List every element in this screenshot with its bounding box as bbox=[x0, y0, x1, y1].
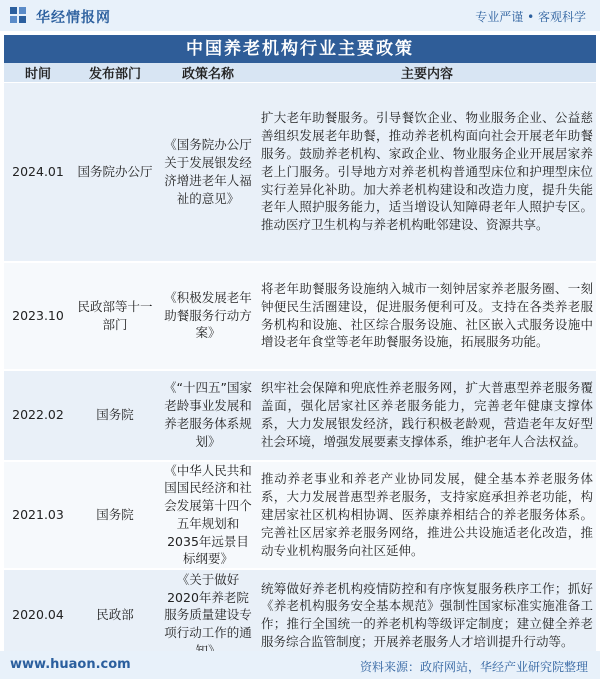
cell-time: 2021.03 bbox=[4, 461, 72, 570]
cell-content: 织牢社会保障和兜底性养老服务网，扩大普惠型养老服务覆盖面，强化居家社区养老服务能力，完善老年健康支撑体系，大力发展银发经济，践行积极老龄观，营造老年友好型社会环境，增强发展要素支撑体系，维护老年人合法权益。 bbox=[258, 370, 596, 461]
cell-policy: 《关于做好2020年养老院服务质量建设专项行动工作的通 bbox=[158, 569, 258, 661]
table-row bbox=[4, 370, 596, 461]
cell-policy: 《积极发展老年助餐服务行动方案》 bbox=[158, 262, 258, 370]
cell-content: 扩大老年助餐服务。引导餐饮企业、物业服务企业、公益慈善组织发展老年助餐，推动养老机构面向社会开展老年助餐服务。鼓励养老机构、家政企业、物业服务企业开展居家养老上门服务。引导地方对养老机构普通型床位和护理型床位实行差异化补助。加大养老机构建设和改造力度，提升失能老年人照护服务能力，适当增设认知障碍老年人照护专区。推动医疗卫生机构与养老机构毗邻建设、资源共享。 bbox=[258, 83, 596, 262]
cell-time: 2024.01 bbox=[4, 83, 72, 262]
footer-bar bbox=[0, 651, 600, 679]
table-row bbox=[4, 461, 596, 570]
cell-content: 推动养老事业和养老产业协同发展，健全基本养老服务体系，大力发展普惠型养老服务，支持家庭承担养老功能，构建居家社区机构相协调、医养康养相结合的养老服务体系。完善社区居家养老服务网络，推进公共设施适老化改造，推动专业机构服务向社区延伸。 bbox=[258, 461, 596, 570]
cell-dept: 民政部等十一部门 bbox=[72, 262, 158, 370]
cell-content: 统筹做好养老机构疫情防控和有序恢复服务秩序工作；抓好《养老机构服务安全基本规范》强制性国家标准实施准备工作；推行全国统一的养老机构等级评定制度；建立健全养老服务综合监管制度；开展养老服务人才培训提升行动等。 bbox=[258, 569, 596, 661]
cell-dept: 国务院 bbox=[72, 370, 158, 461]
table-header-row bbox=[4, 63, 596, 83]
col-header-time: 时间 bbox=[4, 63, 72, 83]
cell-time: 2020.04 bbox=[4, 569, 72, 661]
table-row bbox=[4, 569, 596, 661]
col-header-policy: 政策名称 bbox=[158, 63, 258, 83]
site-url: www.huaon.com bbox=[10, 657, 131, 672]
brand-name: 华经情报网 bbox=[36, 10, 111, 26]
cell-policy: 《“十四五”国家老龄事业发展和养老服务体系规划》 bbox=[158, 370, 258, 461]
policy-table bbox=[4, 63, 596, 662]
cell-dept: 民政部 bbox=[72, 569, 158, 661]
col-header-dept: 发布部门 bbox=[72, 63, 158, 83]
cell-time: 2022.02 bbox=[4, 370, 72, 461]
page-title: 中国养老机构行业主要政策 bbox=[186, 39, 414, 59]
cell-dept: 国务院办公厅 bbox=[72, 83, 158, 262]
title-band bbox=[4, 35, 596, 63]
col-header-content: 主要内容 bbox=[258, 63, 596, 83]
huajing-logo-icon bbox=[9, 6, 27, 24]
slogan: 专业严谨 • 客观科学 bbox=[475, 10, 586, 24]
table-row bbox=[4, 83, 596, 262]
cell-content: 将老年助餐服务设施纳入城市一刻钟居家养老服务圈、一刻钟便民生活圈建设，促进服务便利可及。支持在各类养老服务机构和设施、社区综合服务设施、社区嵌入式服务设施中增设老年食堂等老年助餐服务设施，拓展服务功能。 bbox=[258, 262, 596, 370]
source-note: 资料来源：政府网站，华经产业研究院整理 bbox=[359, 660, 588, 674]
cell-policy: 《中华人民共和国国民经济和社会发展第十四个五年规划和2035年远景目标纲要》 bbox=[158, 461, 258, 570]
top-bar bbox=[0, 0, 600, 31]
cell-time: 2023.10 bbox=[4, 262, 72, 370]
cell-dept: 国务院 bbox=[72, 461, 158, 570]
table-row bbox=[4, 262, 596, 370]
cell-policy: 《国务院办公厅关于发展银发经济增进老年人福祉的意见》 bbox=[158, 83, 258, 262]
